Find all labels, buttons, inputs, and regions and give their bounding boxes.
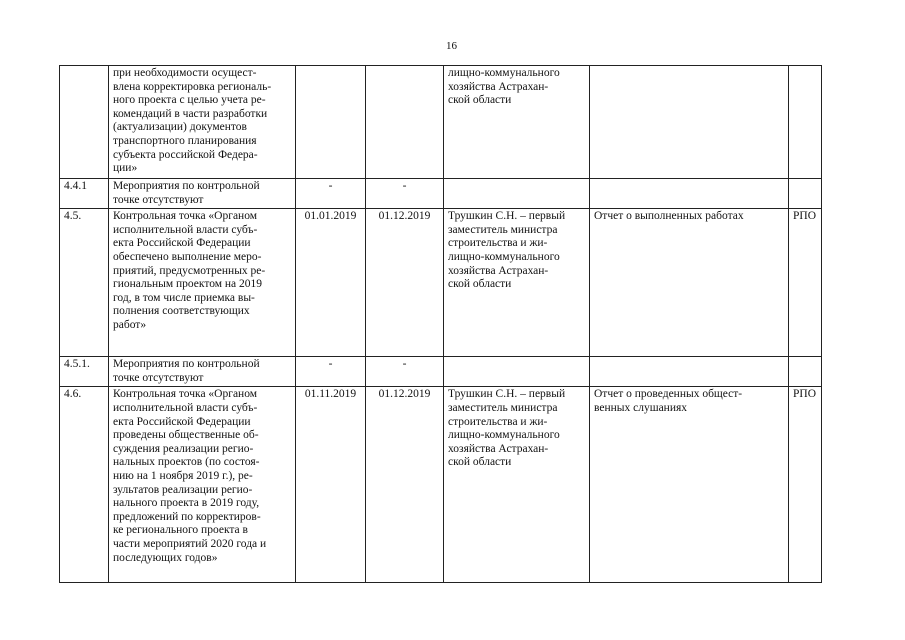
row-number: 4.4.1	[60, 179, 109, 209]
row-code: РПО	[789, 387, 822, 583]
page-number: 16	[446, 40, 457, 52]
row-description: Мероприятия по контрольной точке отсутствуют	[109, 357, 296, 387]
row-number	[60, 66, 109, 179]
row-number: 4.6.	[60, 387, 109, 583]
row-end-date: -	[366, 357, 444, 387]
table-row	[60, 357, 822, 387]
row-responsible	[444, 357, 590, 387]
row-result: Отчет о выполненных работах	[590, 209, 789, 357]
row-code	[789, 66, 822, 179]
row-result	[590, 179, 789, 209]
row-responsible: Трушкин С.Н. – первый заместитель министра строительства и жи- лищно-коммунального хозяйства Астрахан- ской области	[444, 209, 590, 357]
row-end-date	[366, 66, 444, 179]
row-number: 4.5.1.	[60, 357, 109, 387]
row-start-date: 01.01.2019	[296, 209, 366, 357]
table-row	[60, 209, 822, 357]
row-start-date: 01.11.2019	[296, 387, 366, 583]
row-result	[590, 66, 789, 179]
plan-table	[59, 65, 822, 583]
row-description: Контрольная точка «Органом исполнительной власти субъ- екта Российской Федерации обеспечено выполнение меро- приятий, предусмотренных ре- гиональным проектом на 2019 год, в том числе приемка вы- полнения соответствующих работ»	[109, 209, 296, 357]
table-row	[60, 179, 822, 209]
row-start-date: -	[296, 357, 366, 387]
row-code	[789, 179, 822, 209]
row-end-date: -	[366, 179, 444, 209]
row-responsible: лищно-коммунального хозяйства Астрахан- ской области	[444, 66, 590, 179]
row-result	[590, 357, 789, 387]
table-row	[60, 66, 822, 179]
row-end-date: 01.12.2019	[366, 209, 444, 357]
row-code	[789, 357, 822, 387]
row-number: 4.5.	[60, 209, 109, 357]
row-responsible	[444, 179, 590, 209]
row-end-date: 01.12.2019	[366, 387, 444, 583]
row-description: Контрольная точка «Органом исполнительной власти субъ- екта Российской Федерации проведены общественные об- суждения реализации регио- нальных проектов (по состоя- нию на 1 ноября 2019 г.), ре- зультатов реализации регио- нального проекта в 2019 году, предложений по корректиров- ке регионального проекта в части мероприятий 2020 года и последующих годов»	[109, 387, 296, 583]
row-start-date	[296, 66, 366, 179]
row-description: Мероприятия по контрольной точке отсутствуют	[109, 179, 296, 209]
row-description: при необходимости осущест- влена корректировка региональ- ного проекта с целью учета ре- комендаций в части разработки (актуализации) документов транспортного планирования субъекта российской Федера- ции»	[109, 66, 296, 179]
row-responsible: Трушкин С.Н. – первый заместитель министра строительства и жи- лищно-коммунального хозяйства Астрахан- ской области	[444, 387, 590, 583]
table-row	[60, 387, 822, 583]
row-code: РПО	[789, 209, 822, 357]
row-start-date: -	[296, 179, 366, 209]
row-result: Отчет о проведенных общест- венных слушаниях	[590, 387, 789, 583]
